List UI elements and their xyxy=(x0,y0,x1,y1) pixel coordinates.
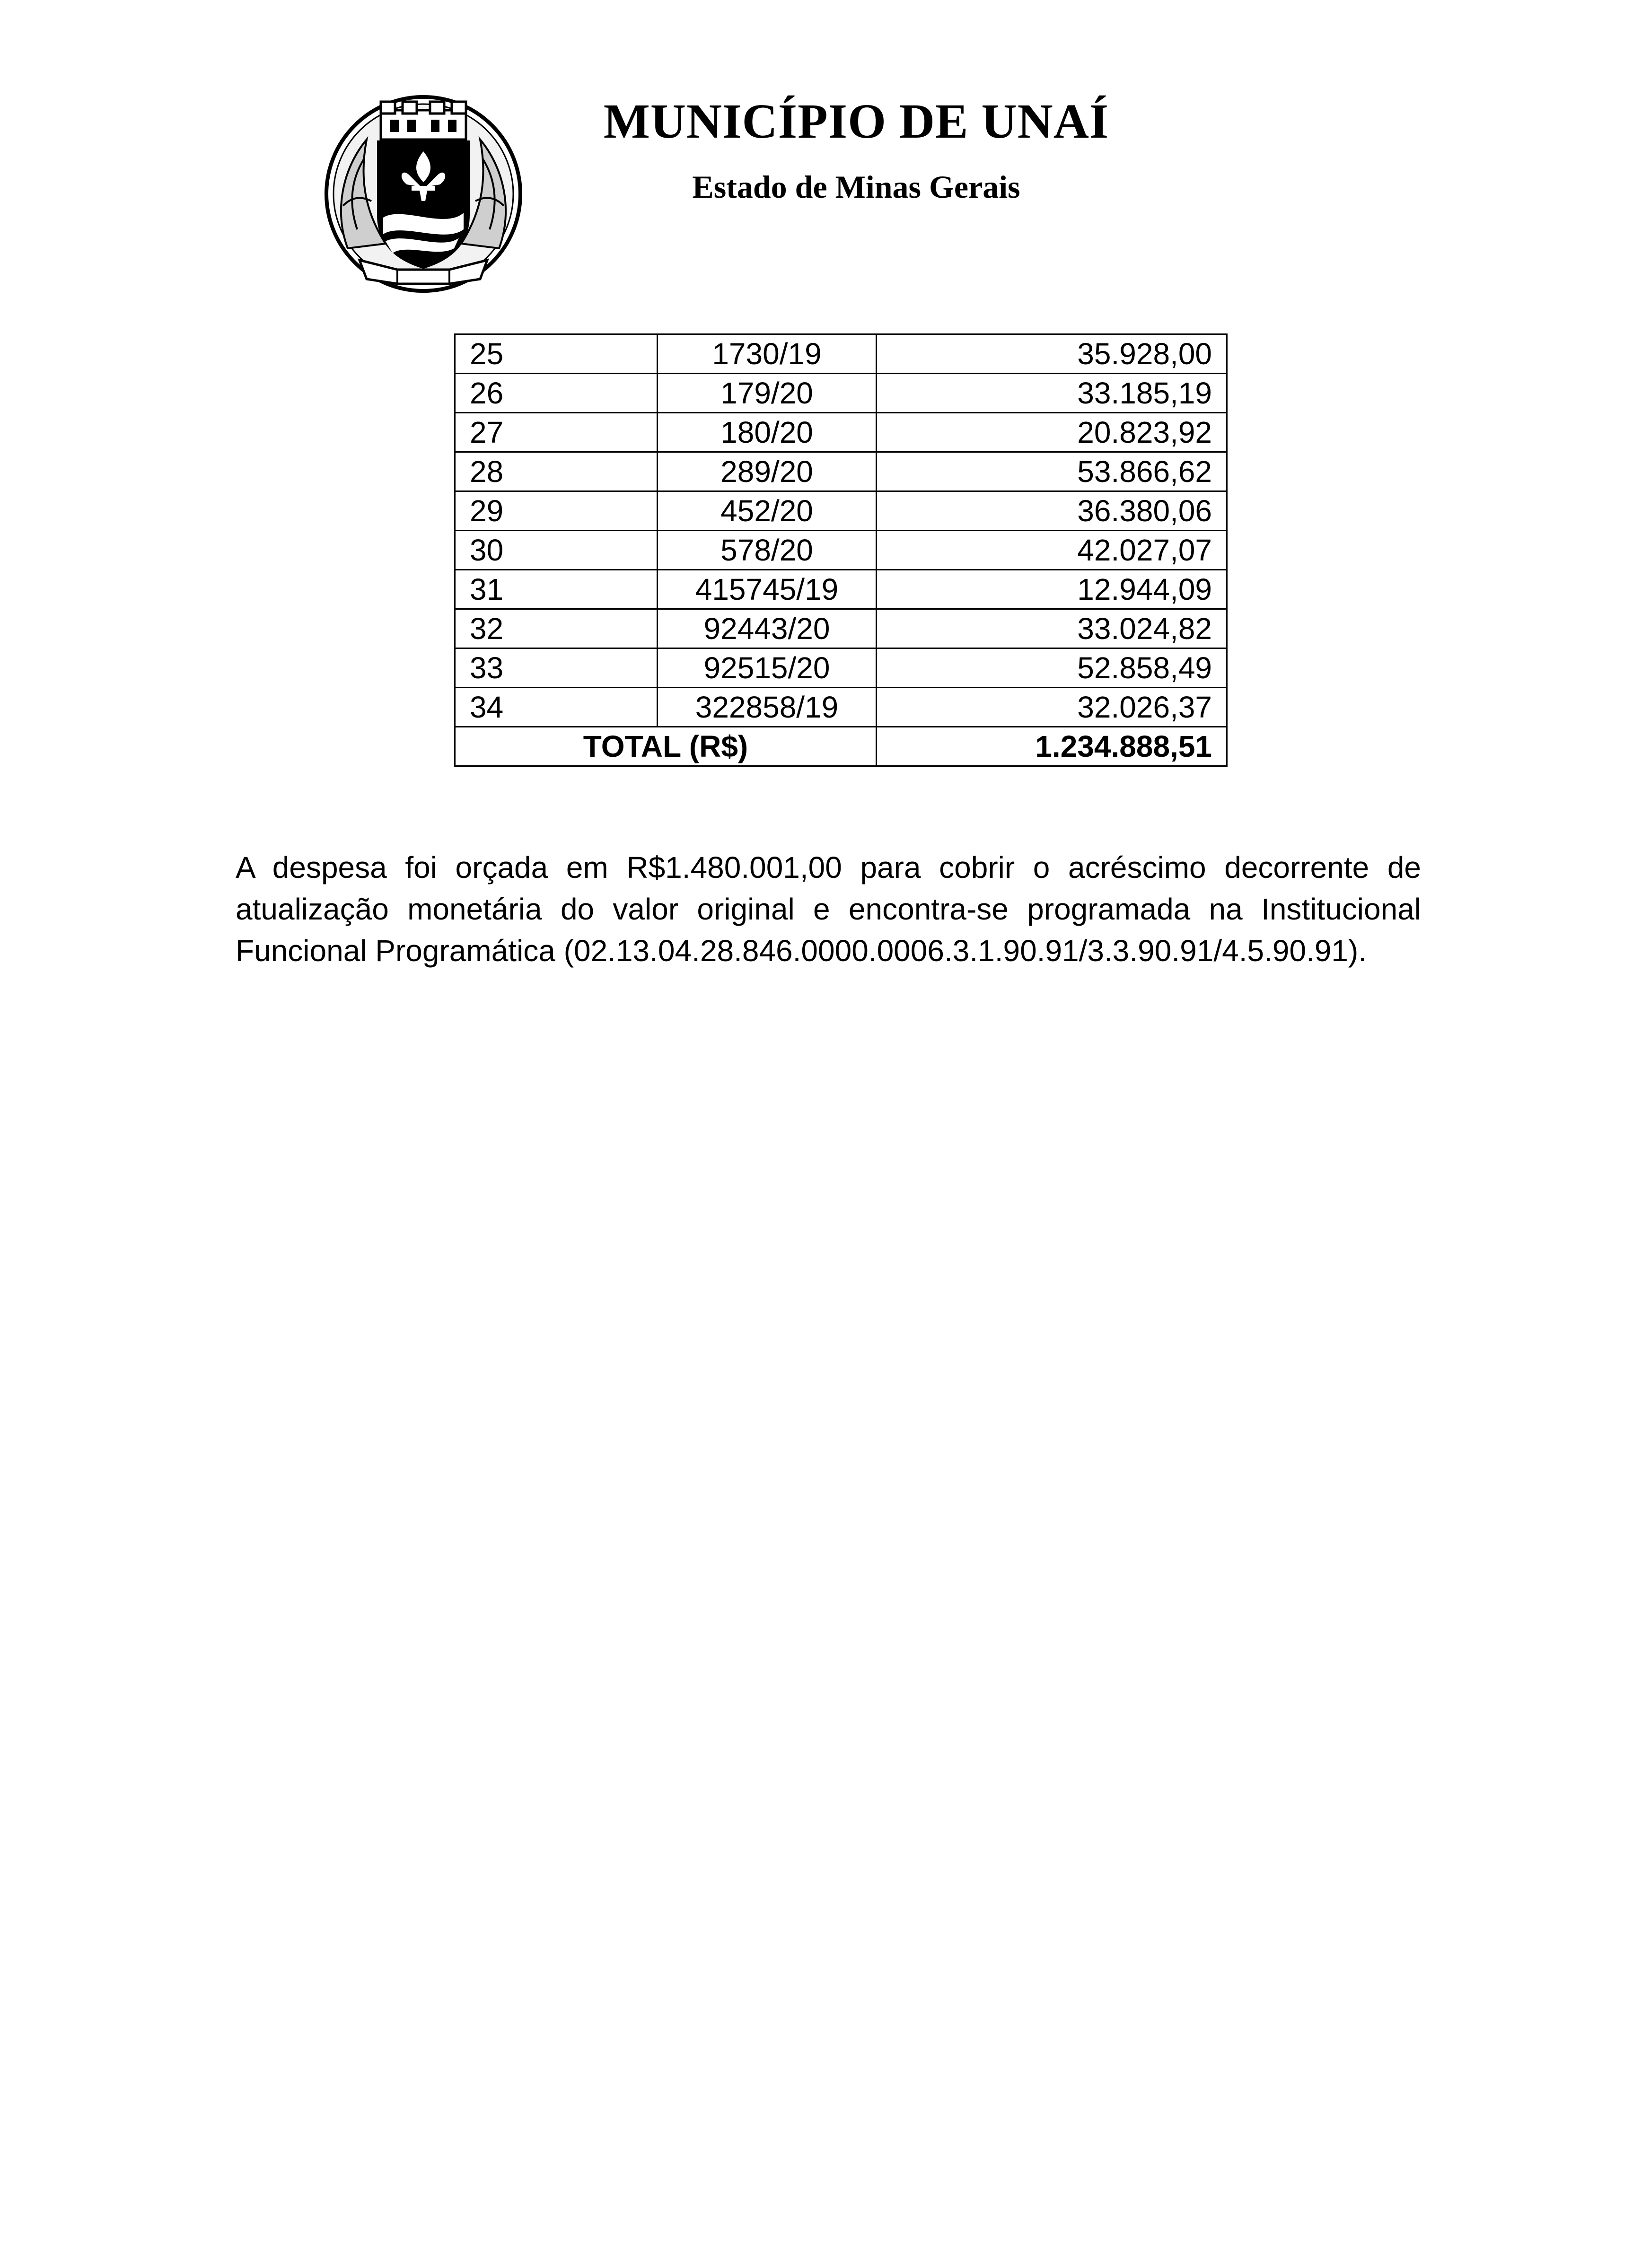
row-value: 52.858,49 xyxy=(877,648,1227,688)
table-row xyxy=(455,452,1227,491)
row-number: 25 xyxy=(455,334,658,374)
table-row xyxy=(455,413,1227,452)
row-value: 35.928,00 xyxy=(877,334,1227,374)
row-value: 12.944,09 xyxy=(877,570,1227,609)
row-number: 32 xyxy=(455,609,658,648)
table-row xyxy=(455,609,1227,648)
process-number: 415745/19 xyxy=(658,570,877,609)
process-number: 92443/20 xyxy=(658,609,877,648)
total-value: 1.234.888,51 xyxy=(877,727,1227,766)
row-value: 36.380,06 xyxy=(877,491,1227,531)
row-number: 29 xyxy=(455,491,658,531)
municipality-title: MUNICÍPIO DE UNAÍ xyxy=(603,94,1109,149)
process-number: 92515/20 xyxy=(658,648,877,688)
table-row xyxy=(455,570,1227,609)
process-number: 289/20 xyxy=(658,452,877,491)
total-row xyxy=(455,727,1227,766)
row-value: 33.024,82 xyxy=(877,609,1227,648)
process-number: 180/20 xyxy=(658,413,877,452)
row-value: 20.823,92 xyxy=(877,413,1227,452)
table-row xyxy=(455,491,1227,531)
process-number: 1730/19 xyxy=(658,334,877,374)
row-number: 26 xyxy=(455,374,658,413)
expense-table xyxy=(454,333,1228,767)
municipal-crest-icon xyxy=(315,88,532,296)
process-number: 322858/19 xyxy=(658,688,877,727)
row-value: 33.185,19 xyxy=(877,374,1227,413)
table-row xyxy=(455,531,1227,570)
table-row xyxy=(455,688,1227,727)
table-row xyxy=(455,374,1227,413)
process-number: 578/20 xyxy=(658,531,877,570)
row-number: 31 xyxy=(455,570,658,609)
process-number: 452/20 xyxy=(658,491,877,531)
table-row xyxy=(455,648,1227,688)
row-number: 28 xyxy=(455,452,658,491)
budget-paragraph: A despesa foi orçada em R$1.480.001,00 para cobrir o acréscimo decorrente de atualização monetária do valor original e encontra-se programada na Institucional Funcional Programática (02.13.04.28.846.0000.0006.3.1.90.91/3.3.90.91/4.5.90.91). xyxy=(236,850,1421,968)
row-value: 32.026,37 xyxy=(877,688,1227,727)
row-number: 34 xyxy=(455,688,658,727)
state-subtitle: Estado de Minas Gerais xyxy=(692,169,1020,205)
row-number: 27 xyxy=(455,413,658,452)
row-number: 30 xyxy=(455,531,658,570)
table-row xyxy=(455,334,1227,374)
row-value: 42.027,07 xyxy=(877,531,1227,570)
total-label: TOTAL (R$) xyxy=(455,727,877,766)
row-number: 33 xyxy=(455,648,658,688)
row-value: 53.866,62 xyxy=(877,452,1227,491)
process-number: 179/20 xyxy=(658,374,877,413)
